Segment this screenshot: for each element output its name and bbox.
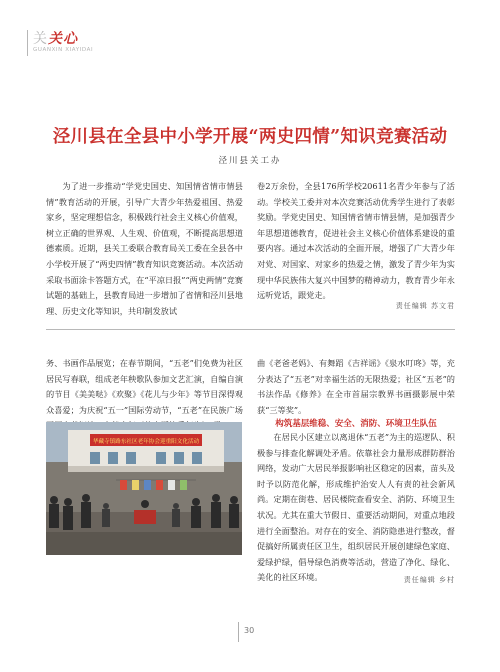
page-number: 30 xyxy=(244,626,255,635)
article-byline: 泾川县关工办 xyxy=(218,156,282,166)
page-number-rule xyxy=(238,622,239,642)
magazine-logo xyxy=(27,28,147,60)
logo-bar xyxy=(27,30,28,56)
section-divider xyxy=(46,329,455,330)
article-paragraph: 为了进一步推动“学党史国史、知国情省情市情县情”教育活动的开展，引导广大青少年热爱祖国、热爱家乡，坚定理想信念，积极践行社会主义核心价值观，树立正确的世界观、人生观、价值观，不断提高思想道德素质。近期，县关工委联合教育局关工委在全县各中小学校开展了“两史四情”教育知识竞赛活动。本次活动采取书面涂卡答题方式，在“平凉日报”“两史两情”竞赛试题的基础上，县教育局进一步增加了省情和泾川县地理、历史文化等知识，共印制发放试 xyxy=(46,181,243,316)
logo-chinese xyxy=(33,28,78,48)
logo-prefix: 关 xyxy=(33,31,48,47)
article2-paragraph: 曲《老爸老妈》、有舞蹈《吉祥谣》《泉水叮咚》等，充分表达了“五老”对幸福生活的无限热爱；社区“五老”的书法作品《修养》在全市首届宗教界书画摄影展中荣获“三等奖”。 xyxy=(257,358,455,415)
section-heading: 构筑基层维稳、安全、消防、环境卫生队伍 xyxy=(275,419,437,429)
article2-paragraph: 务、书画作品展览；在春节期间，“五老”们免费为社区居民写春联，组成老年秧歌队参加文艺汇演，自编自演的节目《美美哒》《欢聚》《花儿与少年》等节目深得观众喜爱；为庆祝“五一”国际劳动节，“五老”在民族广场 xyxy=(46,358,243,415)
logo-accent: 关心 xyxy=(48,31,78,47)
article2-column-2-continued xyxy=(257,430,455,586)
event-photo-image xyxy=(46,422,242,555)
editor-credit: 责任编辑 乡村 xyxy=(403,576,455,584)
article2-paragraph: 在居民小区建立以离退休“五老”为主的巡逻队、积极参与排查化解调处矛盾。依靠社会力量形成群防群治网络，发动广大居民举报影响社区稳定的因素，苗头及时予以防范化解，形成维护治安人人有责的社会新风尚。定期在街巷、居民楼院查看安全、消防、环境卫生状况。尤其在重大节假日、重要活动期间，对重点地段进行全面整治。对存在的安全、消防隐患进行整改，督促搞好所属责任区卫生，组织居民开展创建绿色家庭、爱绿护绿，倡导绿色消费等活动，营造了净化、绿化、美化的社区环境。 xyxy=(257,432,455,583)
logo-english: GUANXIN XIAYIDAI xyxy=(33,47,94,53)
article-paragraph: 卷2万余份，全县176所学校20611名青少年参与了活动。学校关工委并对本次竞赛活动优秀学生进行了表彰奖励。学党史国史、知国情省情市情县情，是加强青少年思想道德教育，促进社会主义核心价值体系建设的重要内容。通过本次活动的全面开展，增强了广大青少年对党、对国家、对家乡的热爱之情，激发了青少年为实现中华民族伟大复兴中国梦的精神动力，教育青少年永远听党话，跟党走。 xyxy=(257,181,455,301)
article-column-1 xyxy=(46,179,243,319)
editor-credit: 责任编辑 苏文君 xyxy=(395,302,455,310)
photo-banner-text: 华藏寺镇路东社区老年协会迎重阳文化活动 xyxy=(92,439,200,445)
article-title: 泾川县在全县中小学开展“两史四情”知识竞赛活动 xyxy=(52,127,448,147)
article2-column-2 xyxy=(257,356,455,418)
article-column-2 xyxy=(257,179,455,304)
event-photo xyxy=(46,422,242,555)
